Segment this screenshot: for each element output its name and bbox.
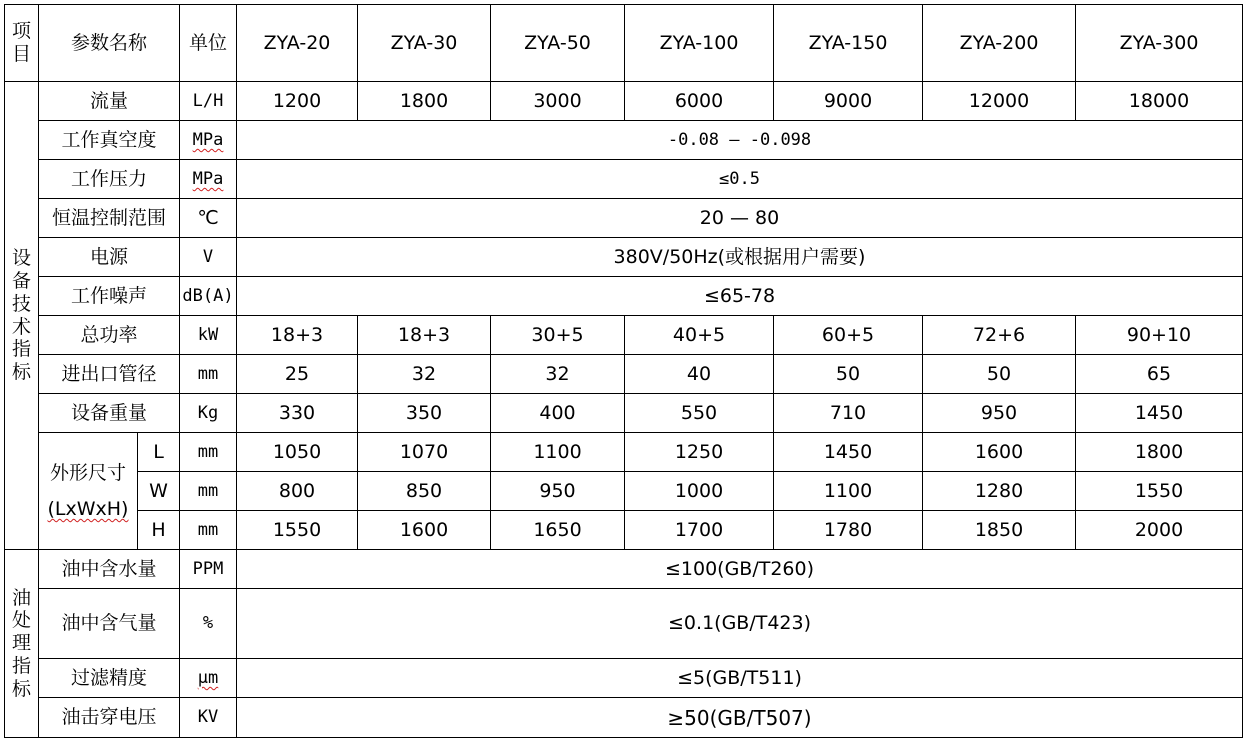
param-unit: ℃ [180, 199, 237, 238]
value-cell: 710 [774, 394, 923, 433]
model-header: ZYA-50 [491, 5, 625, 82]
value-cell: 1050 [237, 433, 358, 472]
item-header-cell: 项 目 [5, 5, 39, 82]
value-cell: 60+5 [774, 316, 923, 355]
param-unit: MPa [180, 160, 237, 199]
value-cell: 40+5 [625, 316, 774, 355]
merged-value-cell: ≤0.5 [237, 160, 1243, 199]
param-name: 油中含气量 [39, 589, 180, 659]
value-cell: 1600 [358, 511, 491, 550]
param-unit: % [180, 589, 237, 659]
model-header: ZYA-300 [1076, 5, 1243, 82]
value-cell: 1800 [1076, 433, 1243, 472]
value-cell: 2000 [1076, 511, 1243, 550]
merged-value-cell: 380V/50Hz(或根据用户需要) [237, 238, 1243, 277]
table-row [5, 550, 1243, 589]
value-cell: 50 [923, 355, 1076, 394]
model-header: ZYA-30 [358, 5, 491, 82]
value-cell: 40 [625, 355, 774, 394]
dimension-label: L [138, 433, 180, 472]
value-cell: 330 [237, 394, 358, 433]
table-row [5, 277, 1243, 316]
dimensions-sub-label: (LxWxH) [47, 498, 129, 520]
merged-value-cell: ≤100(GB/T260) [237, 550, 1243, 589]
table-row [5, 199, 1243, 238]
model-header: ZYA-150 [774, 5, 923, 82]
value-cell: 12000 [923, 82, 1076, 121]
value-cell: 1450 [1076, 394, 1243, 433]
value-cell: 9000 [774, 82, 923, 121]
value-cell: 1800 [358, 82, 491, 121]
value-cell: 550 [625, 394, 774, 433]
param-unit: KV [180, 698, 237, 738]
value-cell: 950 [923, 394, 1076, 433]
value-cell: 65 [1076, 355, 1243, 394]
param-unit: mm [180, 355, 237, 394]
value-cell: 1850 [923, 511, 1076, 550]
table-row [5, 472, 1243, 511]
value-cell: 1250 [625, 433, 774, 472]
value-cell: 1650 [491, 511, 625, 550]
value-cell: 25 [237, 355, 358, 394]
value-cell: 1600 [923, 433, 1076, 472]
param-unit: dB(A) [180, 277, 237, 316]
param-name: 工作压力 [39, 160, 180, 199]
value-cell: 1200 [237, 82, 358, 121]
merged-value-cell: ≤5(GB/T511) [237, 659, 1243, 698]
param-name: 电源 [39, 238, 180, 277]
merged-value-cell: ≤0.1(GB/T423) [237, 589, 1243, 659]
param-name: 工作真空度 [39, 121, 180, 160]
value-cell: 850 [358, 472, 491, 511]
dimension-label: H [138, 511, 180, 550]
value-cell: 90+10 [1076, 316, 1243, 355]
merged-value-cell: 20 — 80 [237, 199, 1243, 238]
merged-value-cell: -0.08 — -0.098 [237, 121, 1243, 160]
param-name: 工作噪声 [39, 277, 180, 316]
param-unit: μm [180, 659, 237, 698]
model-header: ZYA-100 [625, 5, 774, 82]
table-row [5, 659, 1243, 698]
value-cell: 50 [774, 355, 923, 394]
param-name: 恒温控制范围 [39, 199, 180, 238]
param-unit: MPa [180, 121, 237, 160]
dimension-label: W [138, 472, 180, 511]
table-row [5, 394, 1243, 433]
value-cell: 72+6 [923, 316, 1076, 355]
value-cell: 18+3 [358, 316, 491, 355]
value-cell: 1700 [625, 511, 774, 550]
value-cell: 32 [358, 355, 491, 394]
table-row [5, 511, 1243, 550]
spec-table [4, 4, 1243, 738]
param-unit: V [180, 238, 237, 277]
param-name: 油击穿电压 [39, 698, 180, 738]
param-unit: mm [180, 433, 237, 472]
table-row [5, 238, 1243, 277]
merged-value-cell: ≤65-78 [237, 277, 1243, 316]
section-oil-label: 油 处 理 指 标 [5, 550, 39, 738]
param-name: 过滤精度 [39, 659, 180, 698]
value-cell: 30+5 [491, 316, 625, 355]
table-row [5, 698, 1243, 738]
param-name-header: 参数名称 [39, 5, 180, 82]
table-row [5, 160, 1243, 199]
value-cell: 32 [491, 355, 625, 394]
param-name: 总功率 [39, 316, 180, 355]
model-header: ZYA-200 [923, 5, 1076, 82]
value-cell: 6000 [625, 82, 774, 121]
value-cell: 800 [237, 472, 358, 511]
value-cell: 1280 [923, 472, 1076, 511]
value-cell: 400 [491, 394, 625, 433]
param-unit: L/H [180, 82, 237, 121]
table-row [5, 121, 1243, 160]
param-name: 进出口管径 [39, 355, 180, 394]
value-cell: 1450 [774, 433, 923, 472]
param-name: 油中含水量 [39, 550, 180, 589]
param-unit: kW [180, 316, 237, 355]
table-row [5, 589, 1243, 659]
merged-value-cell: ≥50(GB/T507) [237, 698, 1243, 738]
dimensions-name-cell: 外形尺寸 (LxWxH) [39, 433, 138, 550]
param-name: 流量 [39, 82, 180, 121]
table-row [5, 433, 1243, 472]
value-cell: 1100 [491, 433, 625, 472]
param-unit: mm [180, 472, 237, 511]
value-cell: 18000 [1076, 82, 1243, 121]
value-cell: 1070 [358, 433, 491, 472]
value-cell: 1100 [774, 472, 923, 511]
param-unit: mm [180, 511, 237, 550]
param-name: 设备重量 [39, 394, 180, 433]
header-row [5, 5, 1243, 82]
section-equipment-label: 设 备 技 术 指 标 [5, 82, 39, 550]
param-unit: PPM [180, 550, 237, 589]
value-cell: 1550 [1076, 472, 1243, 511]
unit-header: 单位 [180, 5, 237, 82]
value-cell: 950 [491, 472, 625, 511]
param-unit: Kg [180, 394, 237, 433]
value-cell: 1550 [237, 511, 358, 550]
value-cell: 350 [358, 394, 491, 433]
table-row [5, 316, 1243, 355]
table-row [5, 355, 1243, 394]
value-cell: 1000 [625, 472, 774, 511]
value-cell: 3000 [491, 82, 625, 121]
value-cell: 18+3 [237, 316, 358, 355]
table-row [5, 82, 1243, 121]
model-header: ZYA-20 [237, 5, 358, 82]
value-cell: 1780 [774, 511, 923, 550]
